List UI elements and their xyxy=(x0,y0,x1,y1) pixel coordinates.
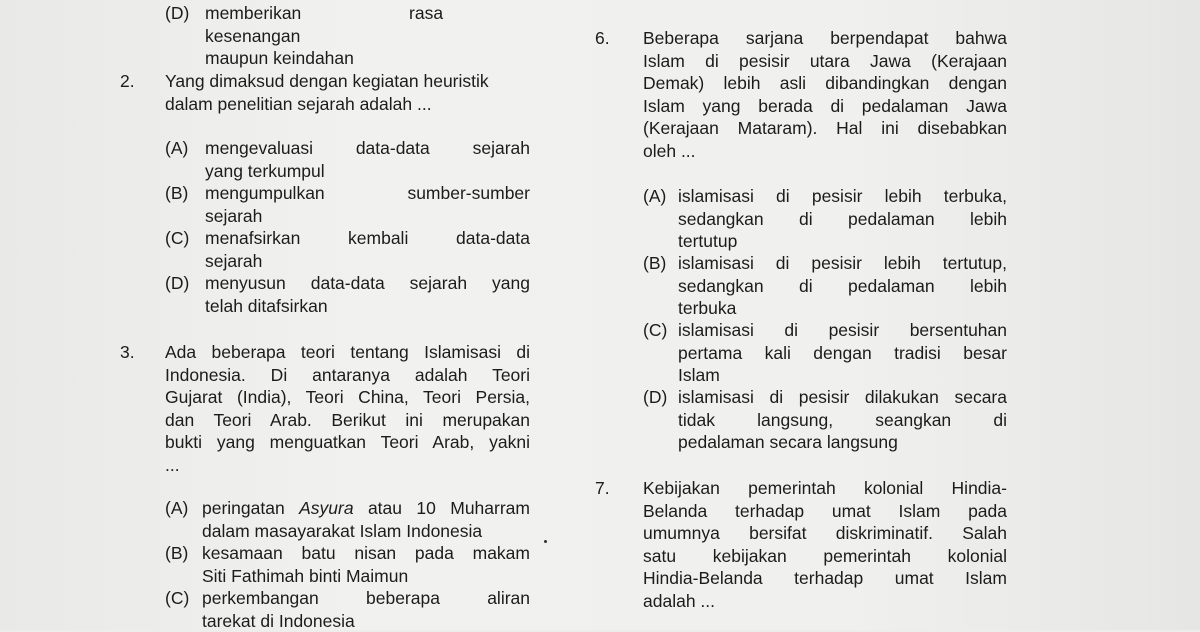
option-text-line: islamisasi di pesisir lebih tertutup, xyxy=(678,252,1007,275)
option-text-line: telah ditafsirkan xyxy=(205,295,530,318)
question-text-line: Islam di pesisir utara Jawa (Kerajaan xyxy=(643,50,1007,73)
question-text-line: Gujarat (India), Teori China, Teori Persia, xyxy=(165,386,530,409)
question-text-line: (Kerajaan Mataram). Hal ini disebabkan xyxy=(643,117,1007,140)
question-text-line: Ada beberapa teori tentang Islamisasi di xyxy=(165,341,530,364)
question-text-line: adalah ... xyxy=(643,590,1007,613)
question-text-line: satu kebijakan pemerintah kolonial xyxy=(643,545,1007,568)
option-text-line: Islam xyxy=(678,364,1007,387)
option-text-line: pedalaman secara langsung xyxy=(678,431,1007,454)
question-text-line: Beberapa sarjana berpendapat bahwa xyxy=(643,27,1007,50)
ink-speck xyxy=(544,540,547,543)
option-text-line: sejarah xyxy=(205,205,530,228)
question-text-line: dalam penelitian sejarah adalah ... xyxy=(165,93,535,116)
word: memberikan xyxy=(205,3,301,23)
option-text-line: kesamaan batu nisan pada makam xyxy=(202,542,530,565)
option-text-line: mengumpulkan sumber-sumber xyxy=(205,182,530,205)
word: kesenangan xyxy=(205,26,300,46)
question-text-line: Yang dimaksud dengan kegiatan heuristik xyxy=(165,70,535,93)
option-letter: (C) xyxy=(643,319,667,342)
option-text-line: islamisasi di pesisir lebih terbuka, xyxy=(678,185,1007,208)
option-letter: (D) xyxy=(165,272,189,295)
question-text-line: Demak) lebih asli dibandingkan dengan xyxy=(643,72,1007,95)
option-text-line: tertutup xyxy=(678,230,1007,253)
option-text-line: terbuka xyxy=(678,297,1007,320)
option-text-line xyxy=(205,2,530,47)
italic-term: Asyura xyxy=(299,498,353,518)
question-text-line: Islam yang berada di pedalaman Jawa xyxy=(643,95,1007,118)
option-text-line: perkembangan beberapa aliran xyxy=(202,587,530,610)
option-letter: (A) xyxy=(165,497,188,520)
question-text-line: Belanda terhadap umat Islam pada xyxy=(643,500,1007,523)
option-text-line: tarekat di Indonesia xyxy=(202,610,530,632)
option-text-line: pertama kali dengan tradisi besar xyxy=(678,342,1007,365)
question-number: 6. xyxy=(595,27,610,50)
option-text-line: mengevaluasi data-data sejarah xyxy=(205,137,530,160)
option-text-line: dalam masayarakat Islam Indonesia xyxy=(202,520,530,543)
option-text-line: sedangkan di pedalaman lebih xyxy=(678,208,1007,231)
text-run: atau 10 Muharram xyxy=(354,498,530,518)
question-number: 2. xyxy=(120,70,135,93)
option-text-line: sejarah xyxy=(205,250,530,273)
option-text-line: islamisasi di pesisir dilakukan secara xyxy=(678,386,1007,409)
option-letter: (D) xyxy=(165,2,189,25)
question-number: 3. xyxy=(120,341,135,364)
option-text-line: tidak langsung, seangkan di xyxy=(678,409,1007,432)
option-text-line: islamisasi di pesisir bersentuhan xyxy=(678,319,1007,342)
question-text-line: umumnya bersifat diskriminatif. Salah xyxy=(643,522,1007,545)
option-text-line: sedangkan di pedalaman lebih xyxy=(678,275,1007,298)
option-letter: (A) xyxy=(165,137,188,160)
option-text-line: menafsirkan kembali data-data xyxy=(205,227,530,250)
question-number: 7. xyxy=(595,477,610,500)
option-text-line xyxy=(202,497,530,520)
option-letter: (C) xyxy=(165,587,189,610)
option-letter: (B) xyxy=(165,182,188,205)
question-text-line: oleh ... xyxy=(643,140,1007,163)
question-text-line: bukti yang menguatkan Teori Arab, yakni xyxy=(165,431,530,454)
option-letter: (B) xyxy=(165,542,188,565)
option-text-line: menyusun data-data sejarah yang xyxy=(205,272,530,295)
question-text-line: ... xyxy=(165,454,530,477)
option-text-line: yang terkumpul xyxy=(205,160,530,183)
question-text-line: Indonesia. Di antaranya adalah Teori xyxy=(165,364,530,387)
option-text-line: maupun keindahan xyxy=(205,47,530,70)
text-run: peringatan xyxy=(202,498,299,518)
option-letter: (B) xyxy=(643,252,666,275)
option-letter: (A) xyxy=(643,185,666,208)
option-text-line: Siti Fathimah binti Maimun xyxy=(202,565,530,588)
question-text-line: Kebijakan pemerintah kolonial Hindia- xyxy=(643,477,1007,500)
word: rasa xyxy=(409,3,443,23)
option-letter: (D) xyxy=(643,386,667,409)
question-text-line: dan Teori Arab. Berikut ini merupakan xyxy=(165,409,530,432)
option-letter: (C) xyxy=(165,227,189,250)
question-text-line: Hindia-Belanda terhadap umat Islam xyxy=(643,567,1007,590)
